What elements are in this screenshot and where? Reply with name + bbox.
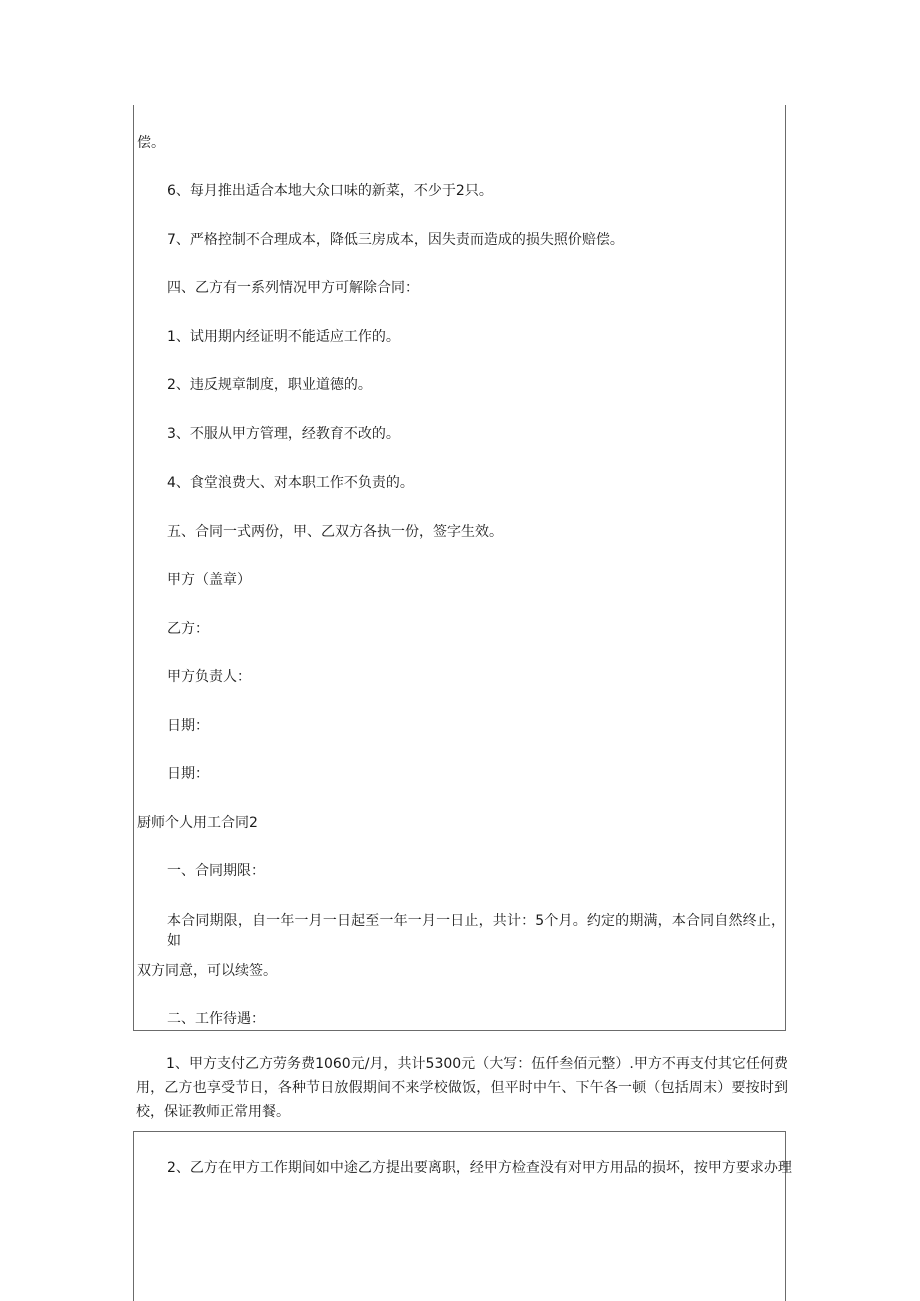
section-heading: 四、乙方有一系列情况甲方可解除合同： — [167, 280, 419, 296]
text-line: 6、每月推出适合本地大众口味的新菜，不少于2只。 — [167, 183, 493, 199]
document-title: 厨师个人用工合同2 — [137, 815, 258, 831]
signature-label: 甲方（盖章） — [167, 572, 251, 588]
signature-label: 甲方负责人： — [167, 669, 251, 685]
section-heading: 二、工作待遇： — [167, 1011, 265, 1027]
section-heading: 五、合同一式两份，甲、乙双方各执一份，签字生效。 — [167, 524, 503, 540]
text-line: 本合同期限，自一年一月一日起至一年一月一日止，共计：5个月。约定的期满，本合同自然终止，如 — [167, 913, 785, 949]
pay-paragraph: 1、甲方支付乙方劳务费1060元/月，共计5300元（大写：伍仟叁佰元整）.甲方不再支付其它任何费用，乙方也享受节日，各种节日放假期间不来学校做饭，但平时中午、下午各一顿（包括周末）要按时到校，保证教师正常用餐。 — [136, 1056, 788, 1120]
text-line: 3、不服从甲方管理，经教育不改的。 — [167, 426, 400, 442]
date-label: 日期： — [167, 766, 209, 782]
text-line: 偿。 — [137, 135, 165, 151]
section-heading: 一、合同期限： — [167, 863, 265, 879]
signature-label: 乙方： — [167, 621, 209, 637]
text-line: 2、违反规章制度，职业道德的。 — [167, 377, 372, 393]
text-line: 1、试用期内经证明不能适应工作的。 — [167, 329, 400, 345]
text-line: 双方同意，可以续签。 — [137, 963, 277, 979]
text-line: 4、食堂浪费大、对本职工作不负责的。 — [167, 475, 414, 491]
text-line: 2、乙方在甲方工作期间如中途乙方提出要离职，经甲方检查没有对甲方用品的损坏，按甲方要求办理 — [167, 1160, 792, 1176]
text-line: 7、严格控制不合理成本，降低三房成本，因失责而造成的损失照价赔偿。 — [167, 232, 624, 248]
date-label: 日期： — [167, 718, 209, 734]
